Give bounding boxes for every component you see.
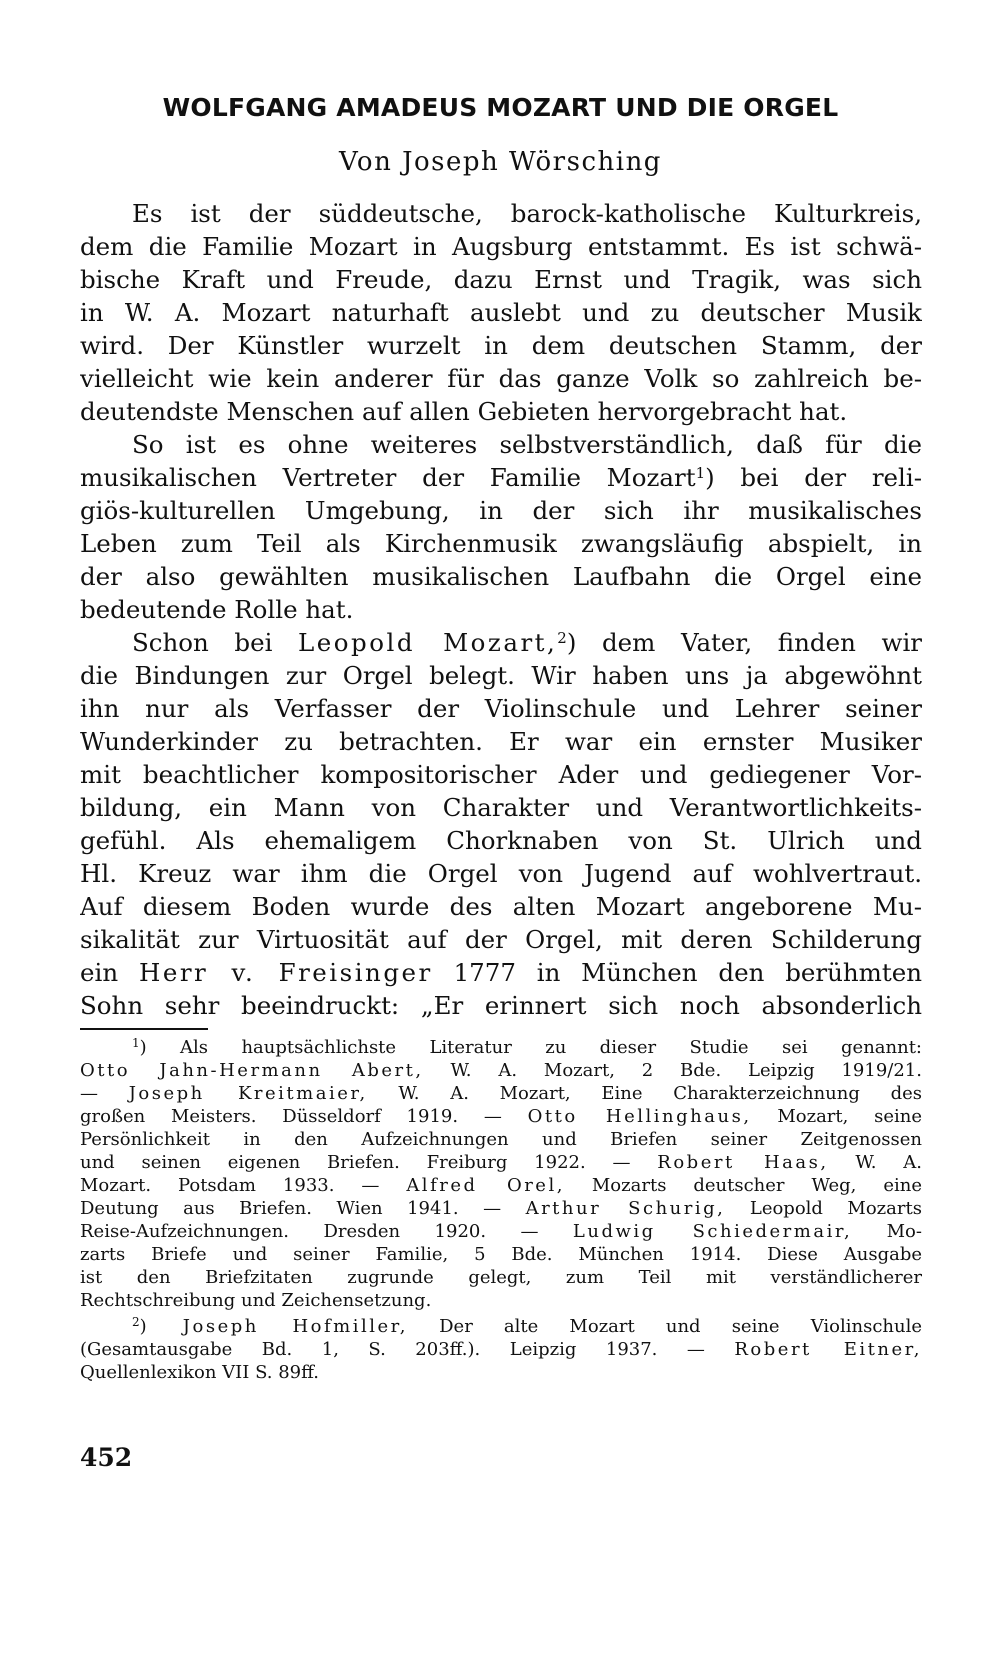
footnote-line [80, 1060, 922, 1082]
body-line: Hl. Kreuz war ihm die Orgel von Jugend auf wohlvertraut. [80, 859, 922, 888]
body-line: Es ist der süddeutsche, barock-katholische Kulturkreis, [132, 199, 922, 228]
spaced-name: Herr v. Freisinger [138, 958, 433, 987]
body-line: vielleicht wie kein anderer für das ganze Volk so zahlreich be- [80, 364, 922, 393]
body-line: Leben zum Teil als Kirchenmusik zwangsläufig abspielt, in [80, 529, 922, 558]
footnote-line: Rechtschreibung und Zeichensetzung. [80, 1290, 432, 1311]
body-line: wird. Der Künstler wurzelt in dem deutschen Stamm, der [80, 331, 922, 360]
body-line: Sohn sehr beeindruckt: „Er erinnert sich noch absonderlich [80, 991, 922, 1020]
text-span: (Gesamtausgabe Bd. 1, S. 203ff.). Leipzig 1937. — [80, 1339, 705, 1360]
spaced-name: Leopold Mozart, [298, 628, 558, 657]
body-line: Wunderkinder zu betrachten. Er war ein ernster Musiker [80, 727, 922, 756]
text-span: Mo- [886, 1221, 922, 1242]
spaced-name: Joseph Kreitmaier, [128, 1083, 368, 1104]
footnote-line: Persönlichkeit in den Aufzeichnungen und Briefen seiner Zeitgenossen [80, 1129, 922, 1150]
text-span: ) dem Vater, finden wir [566, 628, 922, 657]
text-span: ein [80, 958, 119, 987]
footnote-line [80, 1106, 922, 1128]
footnote-ref: 2 [557, 629, 567, 647]
footnote-marker: 1 [132, 1037, 140, 1050]
footnote-rule [80, 1028, 208, 1030]
footnote-line [80, 1198, 922, 1220]
text-span: Leopold Mozarts [749, 1198, 922, 1219]
body-line: bedeutende Rolle hat. [80, 595, 354, 624]
author-byline: Von Joseph Wörsching [339, 147, 662, 177]
body-line [80, 956, 922, 990]
spaced-name: Alfred Orel, [406, 1175, 565, 1196]
text-span: Deutung aus Briefen. Wien 1941. — [80, 1198, 502, 1219]
body-line: giös-kulturellen Umgebung, in der sich ihr musikalisches [80, 496, 922, 525]
body-line: gefühl. Als ehemaligem Chorknaben von St. Ulrich und [80, 826, 922, 855]
body-line: ihn nur als Verfasser der Violinschule und Lehrer seiner [80, 694, 922, 723]
spaced-name: Arthur Schurig, [525, 1198, 726, 1219]
text-span: Reise-Aufzeichnungen. Dresden 1920. — [80, 1221, 539, 1242]
footnote-line [80, 1339, 922, 1361]
body-line: in W. A. Mozart naturhaft auslebt und zu deutscher Musik [80, 298, 922, 327]
spaced-name: ) Joseph Hofmiller, [139, 1316, 408, 1337]
footnote-line [80, 1221, 922, 1243]
footnote-line: ist den Briefzitaten zugrunde gelegt, zum Teil mit verständlicherer [80, 1267, 922, 1288]
body-line: mit beachtlicher kompositorischer Ader und gediegener Vor- [80, 760, 922, 789]
body-line [132, 626, 922, 660]
text-span: großen Meisters. Düsseldorf 1919. — [80, 1106, 502, 1127]
body-line: dem die Familie Mozart in Augsburg entstammt. Es ist schwä- [80, 232, 922, 261]
spaced-name: Ludwig Schiedermair, [572, 1221, 853, 1242]
footnote-line: Quellenlexikon VII S. 89ff. [80, 1362, 319, 1383]
footnote-line [132, 1316, 922, 1338]
spaced-name: Otto Hellinghaus, [527, 1106, 752, 1127]
footnote-line [80, 1175, 922, 1197]
footnote-ref: 1 [695, 464, 706, 482]
text-span: Mozart, seine [777, 1106, 922, 1127]
page-number: 452 [80, 1443, 133, 1472]
footnote-line [80, 1083, 922, 1105]
text-span: und seinen eigenen Briefen. Freiburg 1922. — [80, 1152, 631, 1173]
body-line [80, 461, 922, 495]
text-span: ) bei der reli- [705, 463, 922, 492]
body-line: bildung, ein Mann von Charakter und Verantwortlichkeits- [80, 793, 922, 822]
body-line: die Bindungen zur Orgel belegt. Wir haben uns ja abgewöhnt [80, 661, 922, 690]
footnote-marker: 2 [132, 1316, 140, 1329]
spaced-name: Robert Haas, [657, 1152, 829, 1173]
body-line: der also gewählten musikalischen Laufbahn die Orgel eine [80, 562, 922, 591]
text-span: W. A. Mozart, Eine Charakterzeichnung des [398, 1083, 922, 1104]
spaced-name: Robert Eitner, [734, 1339, 922, 1360]
footnote-line [80, 1152, 922, 1174]
text-span: Der alte Mozart und seine Violinschule [439, 1316, 922, 1337]
text-span: Mozarts deutscher Weg, eine [591, 1175, 922, 1196]
text-span: 1777 in München den berühmten [453, 958, 922, 987]
text-span: W. A. Mozart, 2 Bde. Leipzig 1919/21. [450, 1060, 922, 1081]
body-line: sikalität zur Virtuosität auf der Orgel, mit deren Schilderung [80, 925, 922, 954]
text-span: musikalischen Vertreter der Familie Mozart [80, 463, 696, 492]
body-line: So ist es ohne weiteres selbstverständlich, daß für die [132, 430, 922, 459]
article-title: WOLFGANG AMADEUS MOZART UND DIE ORGEL [162, 93, 839, 122]
footnote-line [132, 1037, 922, 1059]
text-span: Schon bei [132, 628, 273, 657]
spaced-name: Otto Jahn-Hermann Abert, [80, 1060, 424, 1081]
body-line: bische Kraft und Freude, dazu Ernst und Tragik, was sich [80, 265, 922, 294]
footnote-line: zarts Briefe und seiner Familie, 5 Bde. München 1914. Diese Ausgabe [80, 1244, 922, 1265]
text-span: Mozart. Potsdam 1933. — [80, 1175, 380, 1196]
body-line: Auf diesem Boden wurde des alten Mozart angeborene Mu- [80, 892, 922, 921]
text-span: W. A. [855, 1152, 922, 1173]
body-line: deutendste Menschen auf allen Gebieten hervorgebracht hat. [80, 397, 848, 426]
text-span: ) Als hauptsächlichste Literatur zu dieser Studie sei genannt: [139, 1037, 922, 1058]
text-span: — [80, 1083, 98, 1104]
